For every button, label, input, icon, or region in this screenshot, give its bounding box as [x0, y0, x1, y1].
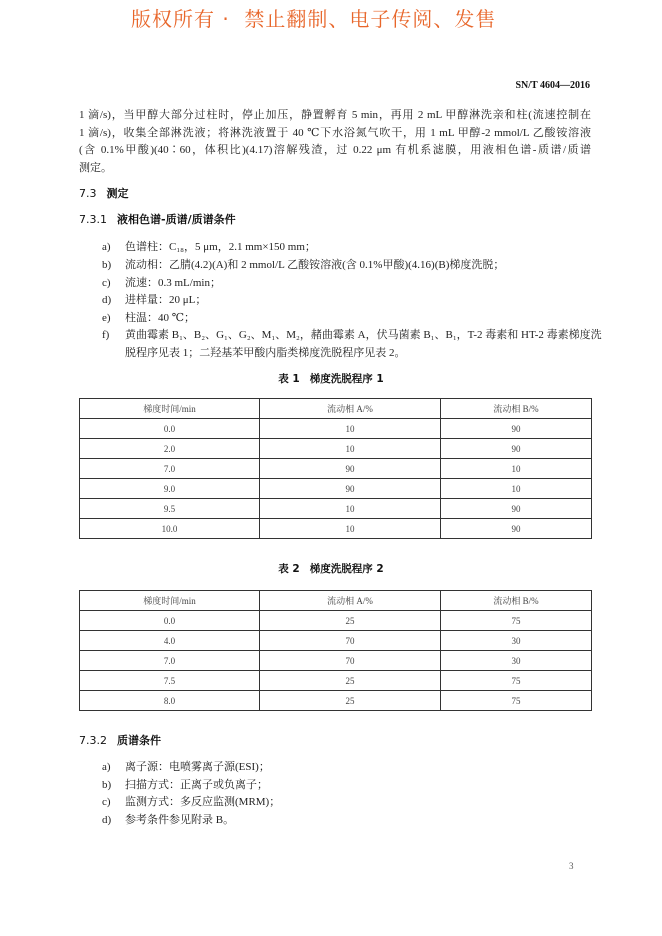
page-number: 3: [569, 861, 574, 871]
table-header-cell: 梯度时间/min: [80, 591, 260, 611]
paragraph-line: (含 0.1%甲酸)(40∶60，体积比)(4.17)溶解残渣，过 0.22 μm 有机系滤膜，用液相色谱-质谱/质谱: [79, 144, 591, 156]
table-row: [80, 439, 592, 459]
list-item-label: d): [102, 814, 112, 826]
table-row: [80, 419, 592, 439]
table-cell: 90: [260, 459, 441, 479]
table-header-row: [80, 399, 592, 419]
table-title: 梯度洗脱程序 1: [309, 373, 384, 385]
table-row: [80, 671, 592, 691]
list-item-text: 脱程序见表 1；二羟基苯甲酸内脂类梯度洗脱程序见表 2。: [125, 347, 406, 359]
table-cell: 70: [260, 631, 441, 651]
table-cell: 75: [441, 691, 592, 711]
table-cell: 9.0: [80, 479, 260, 499]
table-header-cell: 流动相 A/%: [260, 591, 441, 611]
document-id: SN/T 4604—2016: [515, 80, 590, 91]
gradient-table-1: [79, 398, 592, 539]
table-cell: 25: [260, 691, 441, 711]
paragraph-line: 1 滴/s)，当甲醇大部分过柱时，停止加压，静置孵育 5 min，再用 2 mL 甲醇淋洗亲和柱(流速控制在: [79, 109, 591, 121]
table-2-caption: [0, 561, 662, 577]
list-item-label: c): [102, 796, 111, 808]
table-cell: 70: [260, 651, 441, 671]
list-item-text: 流速：0.3 mL/min；: [125, 277, 221, 289]
table-cell: 7.5: [80, 671, 260, 691]
table-cell: 90: [441, 419, 592, 439]
list-item-label: b): [102, 259, 112, 271]
section-title: 质谱条件: [117, 734, 161, 747]
table-cell: 8.0: [80, 691, 260, 711]
table-row: [80, 611, 592, 631]
section-heading-7-3-2: [79, 733, 161, 749]
table-cell: 10.0: [80, 519, 260, 539]
table-cell: 90: [260, 479, 441, 499]
table-cell: 10: [441, 479, 592, 499]
list-item-text: 扫描方式：正离子或负离子；: [125, 779, 268, 791]
table-cell: 10: [260, 499, 441, 519]
list-item-text: 黄曲霉素 B₁、B₂、G₁、G₂、M₁、M₂，赭曲霉素 A，伏马菌素 B₁、B₁，T-2 毒素和 HT-2 毒素梯度洗: [125, 329, 602, 341]
list-item-label: b): [102, 779, 112, 791]
section-number: 7.3.1: [79, 213, 107, 226]
table-cell: 0.0: [80, 611, 260, 631]
table-header-cell: 流动相 A/%: [260, 399, 441, 419]
table-cell: 7.0: [80, 651, 260, 671]
list-item-label: e): [102, 312, 111, 324]
table-cell: 90: [441, 519, 592, 539]
table-row: [80, 631, 592, 651]
table-cell: 75: [441, 671, 592, 691]
list-item-label: f): [102, 329, 110, 341]
list-item-label: d): [102, 294, 112, 306]
list-item-text: 参考条件参见附录 B。: [125, 814, 235, 826]
table-header-row: [80, 591, 592, 611]
table-header-cell: 流动相 B/%: [441, 591, 592, 611]
list-item-text: 进样量：20 μL；: [125, 294, 207, 306]
table-cell: 10: [441, 459, 592, 479]
table-header-cell: 流动相 B/%: [441, 399, 592, 419]
list-item-text: 监测方式：多反应监测(MRM)；: [125, 796, 281, 808]
section-title: 测定: [106, 187, 129, 200]
section-number: 7.3.2: [79, 734, 107, 747]
section-heading-7-3-1: [79, 212, 236, 228]
table-label: 表 1: [278, 373, 300, 385]
table-row: [80, 691, 592, 711]
list-item-label: a): [102, 761, 111, 773]
list-item-label: a): [102, 241, 111, 253]
table-label: 表 2: [278, 563, 300, 575]
list-item-text: 离子源：电喷雾离子源(ESI)；: [125, 761, 270, 773]
list-item-text: 色谱柱：C₁₈，5 μm，2.1 mm×150 mm；: [125, 241, 316, 253]
table-cell: 10: [260, 419, 441, 439]
table-cell: 10: [260, 439, 441, 459]
table-row: [80, 651, 592, 671]
list-item-text: 流动相：乙腈(4.2)(A)和 2 mmol/L 乙酸铵溶液(含 0.1%甲酸)(4.16)(B)梯度洗脱；: [125, 259, 505, 271]
list-item-text: 柱温：40 ℃；: [125, 312, 196, 324]
table-cell: 75: [441, 611, 592, 631]
table-row: [80, 519, 592, 539]
table-cell: 30: [441, 631, 592, 651]
table-row: [80, 459, 592, 479]
table-row: [80, 479, 592, 499]
table-cell: 4.0: [80, 631, 260, 651]
table-cell: 90: [441, 499, 592, 519]
copyright-watermark: 版权所有 · 禁止翻制、电子传阅、发售: [131, 7, 497, 31]
table-title: 梯度洗脱程序 2: [309, 563, 384, 575]
paragraph-line: 1 滴/s)，收集全部淋洗液；将淋洗液置于 40 ℃下水浴氮气吹干，用 1 mL 甲醇-2 mmol/L 乙酸铵溶液: [79, 127, 591, 139]
table-cell: 10: [260, 519, 441, 539]
section-heading-7-3: [79, 186, 129, 202]
table-header-cell: 梯度时间/min: [80, 399, 260, 419]
table-cell: 2.0: [80, 439, 260, 459]
section-number: 7.3: [79, 187, 97, 200]
table-cell: 25: [260, 611, 441, 631]
gradient-table-2: [79, 590, 592, 711]
table-cell: 25: [260, 671, 441, 691]
table-cell: 7.0: [80, 459, 260, 479]
table-cell: 9.5: [80, 499, 260, 519]
table-cell: 30: [441, 651, 592, 671]
paragraph-line: 测定。: [79, 162, 112, 174]
table-cell: 0.0: [80, 419, 260, 439]
list-item-label: c): [102, 277, 111, 289]
section-title: 液相色谱-质谱/质谱条件: [117, 213, 236, 226]
table-row: [80, 499, 592, 519]
table-1-caption: [0, 371, 662, 387]
table-cell: 90: [441, 439, 592, 459]
